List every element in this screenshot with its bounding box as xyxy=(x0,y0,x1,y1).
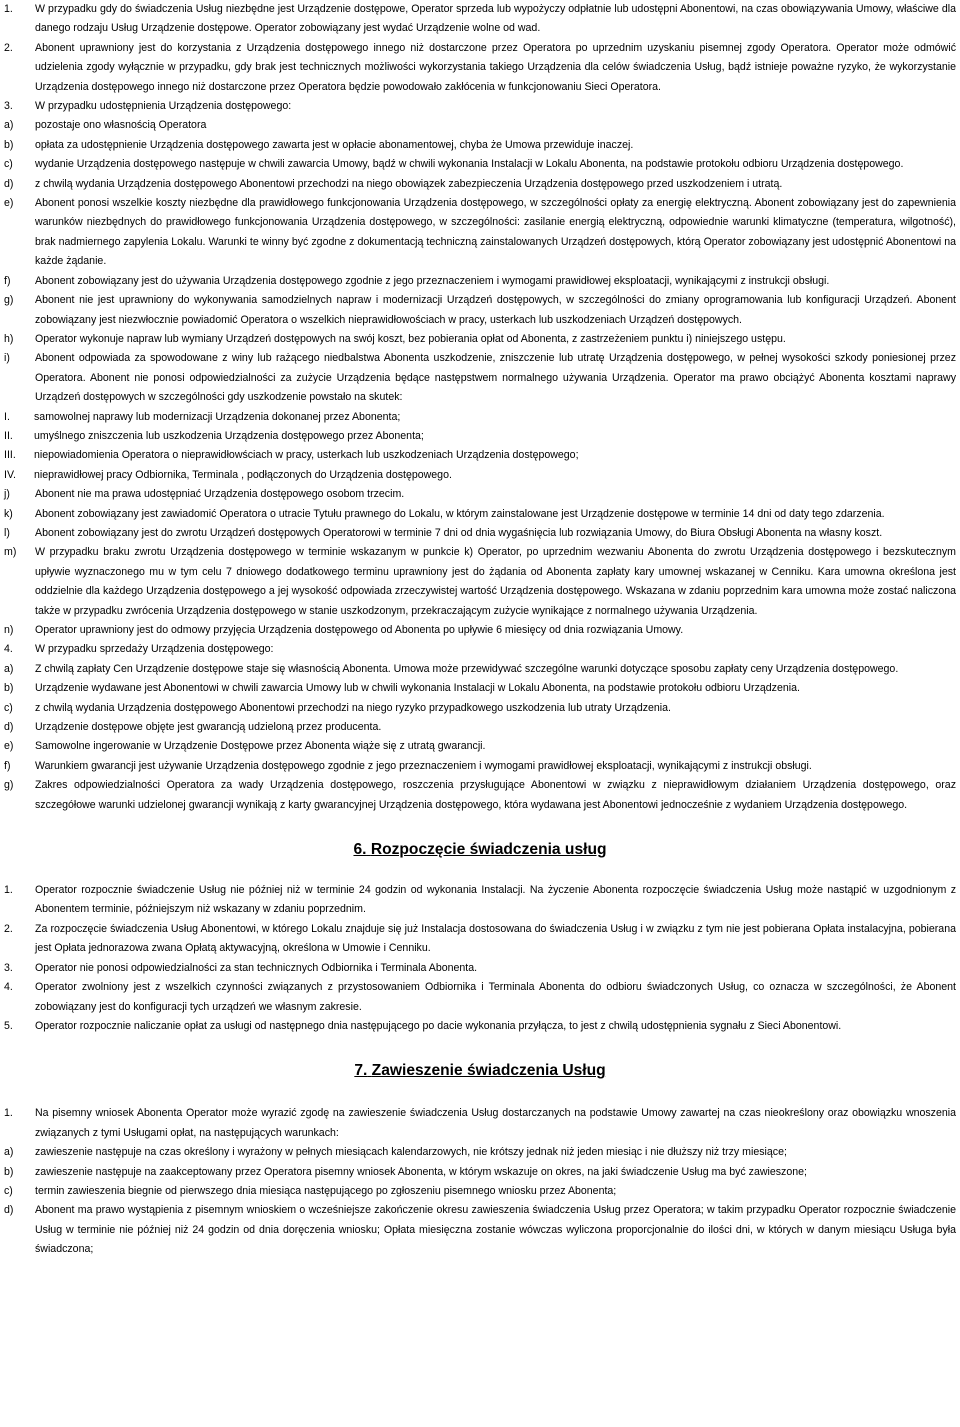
list-item-text: Abonent zobowiązany jest zawiadomić Operatora o utracie Tytułu prawnego do Lokalu, w którym zainstalowane jest Urządzenie dostępowe w terminie 14 dni od daty tego zdarzenia. xyxy=(35,507,885,520)
list-item-label: 2. xyxy=(4,41,13,54)
list-item xyxy=(4,272,956,291)
section-6-number: 6. xyxy=(353,841,367,859)
list-item-label: 3. xyxy=(4,100,13,113)
list-item-label: b) xyxy=(4,1165,14,1178)
list-item-text: Operator rozpocznie świadczenie Usług nie później niż w terminie 24 godzin od wykonania Instalacji. Na życzenie Abonenta rozpoczęcie świadczenia Usług może nastąpić w uzgodnionym z Abonentem terminie, późniejszym niż wskazany w zdaniu poprzednim. xyxy=(35,884,956,916)
list-item xyxy=(4,427,956,446)
list-item-text: Samowolne ingerowanie w Urządzenie Dostępowe przez Abonenta wiąże się z utratą gwarancji. xyxy=(35,740,486,753)
list-item-text: Urządzenie wydawane jest Abonentowi w chwili zawarcia Umowy lub w chwili wykonania Instalacji w Lokalu Abonenta, na podstawie protokołu odbioru Urządzenia. xyxy=(35,682,800,695)
list-item-label: II. xyxy=(4,429,13,442)
list-item-label: 5. xyxy=(4,1019,13,1032)
list-item-label: 4. xyxy=(4,643,13,656)
list-item-text: Z chwilą zapłaty Cen Urządzenie dostępowe staje się własnością Abonenta. Umowa może przewidywać szczególne warunki dotyczące sposobu zapłaty ceny Urządzenia dostępowego. xyxy=(35,662,899,675)
list-item-label: b) xyxy=(4,138,14,151)
list-item-text: Abonent nie ma prawa udostępniać Urządzenia dostępowego osobom trzecim. xyxy=(35,488,405,501)
section-7-number: 7. xyxy=(354,1062,368,1080)
list-item xyxy=(4,718,956,737)
list-item xyxy=(4,978,956,1017)
section-7-list xyxy=(4,1104,956,1259)
section-6-list xyxy=(4,881,956,1036)
list-item xyxy=(4,1017,956,1036)
list-item-text: Abonent zobowiązany jest do zwrotu Urządzeń dostępowych Operatorowi w terminie 7 dni od dnia wygaśnięcia lub rozwiązania Umowy, do Biura Obsługi Abonenta na własny koszt. xyxy=(35,526,883,539)
list-item-label: III. xyxy=(4,449,16,462)
list-item xyxy=(4,194,956,272)
list-item xyxy=(4,408,956,427)
list-item-text: niepowiadomienia Operatora o nieprawidłowściach w pracy, usterkach lub uszkodzeniach Urządzenia dostępowego; xyxy=(34,449,579,462)
list-item xyxy=(4,757,956,776)
list-item xyxy=(4,1182,956,1201)
list-item-text: W przypadku gdy do świadczenia Usług niezbędne jest Urządzenie dostępowe, Operator sprzeda lub wypożyczy odpłatnie lub udostępni Abonentowi, na czas obowiązywania Umowy, właściwe dla danego rodzaju Usług Urządzenie dostępowe. Operator zobowiązany jest wydać Urządzenie wolne od wad. xyxy=(35,3,956,35)
list-item-text: W przypadku braku zwrotu Urządzenia dostępowego w terminie wskazanym w punkcie k) Operator, po uprzednim wezwaniu Abonenta do zwrotu Urządzenia dostępowego i bezskutecznym upływie wyznaczonego mu w tym celu 7 dniowego dodatkowego terminu uprawniony jest do żądania od Abonenta zapłaty kary umownej wskazanej w Cenniku. Kara umowna określona jest oddzielnie dla każdego Urządzenia dostępowego a jej wysokość odpowiada zrzeczywistej wartość Urządzenia dostępowego. Wskazana w zdaniu poprzednim kara umowna może zostać naliczona także w przypadku zwrócenia Urządzenia dostępowego w stanie uszkodzonym, przekraczającym zużycie wynikające z normalnego używania Urządzenia. xyxy=(35,546,956,617)
list-item xyxy=(4,543,956,621)
list-item-label: 1. xyxy=(4,3,13,15)
list-item-text: Za rozpoczęcie świadczenia Usług Abonentowi, w którego Lokalu znajduje się już Instalacja dostosowana do świadczenia Usług i w związku z tym nie jest pobierana Opłata instalacyjna, pobierana jest Opłata jednorazowa zwana Opłatą aktywacyjną, określona w Umowie i Cenniku. xyxy=(35,922,956,955)
list-item-label: 4. xyxy=(4,981,13,994)
list-item-text: Operator zwolniony jest z wszelkich czynności związanych z przystosowaniem Odbiornika i Terminala Abonenta do odbioru świadczonych Usług, co oznacza w szczególności, że Abonent zobowiązany jest do konfiguracji tych urządzeń we własnym zakresie. xyxy=(35,981,956,1013)
list-item xyxy=(4,660,956,679)
list-item-text: W przypadku sprzedaży Urządzenia dostępowego: xyxy=(35,643,274,656)
list-item-label: g) xyxy=(4,779,14,792)
list-item-text: termin zawieszenia biegnie od pierwszego dnia miesiąca następującego po zgłoszeniu pisemnego wniosku przez Abonenta; xyxy=(35,1184,617,1197)
list-item-label: f) xyxy=(4,759,11,772)
list-item-text: Abonent ma prawo wystąpienia z pisemnym wnioskiem o wcześniejsze zakończenie okresu zawieszenia świadczenia Usług przez Operatora; w takim przypadku Operator rozpocznie świadczenie Usług w terminie nie później niż 24 godzin od dnia doręczenia wniosku; Opłata miesięczna zostanie wówczas wyliczona proporcjonalnie do ilości dni, w których w danym miesiącu Usługa była świadczona; xyxy=(35,1204,956,1256)
list-item-label: i) xyxy=(4,352,10,365)
list-item-text: Na pisemny wniosek Abonenta Operator może wyrazić zgodę na zawieszenie świadczenia Usług dostarczanych na podstawie Umowy zawartej na czas nieokreślony oraz obowiązku wnoszenia związanych z tymi Usługami opłat, na następujących warunkach: xyxy=(35,1107,956,1139)
list-item xyxy=(4,136,956,155)
list-item-label: k) xyxy=(4,507,13,520)
section-7-heading xyxy=(4,1061,956,1081)
list-item xyxy=(4,699,956,718)
list-item-label: f) xyxy=(4,274,11,287)
list-item xyxy=(4,881,956,920)
list-item xyxy=(4,116,956,135)
list-item-label: l) xyxy=(4,526,10,539)
list-item-text: Warunkiem gwarancji jest używanie Urządzenia dostępowego zgodnie z jego przeznaczeniem i wymogami prawidłowej eksploatacji, wynikającymi z instrukcji obsługi. xyxy=(35,759,812,772)
list-item xyxy=(4,0,956,39)
list-item-text: Abonent odpowiada za spowodowane z winy lub rażącego niedbalstwa Abonenta uszkodzenie, zniszczenie lub utratę Urządzenia dostępowego, w pełnej wysokości szkody poniesionej przez Operatora. Abonent nie ponosi odpowiedzialności za zużycie Urządzenia będące następstwem normalnego używania Urządzenia. Operator ma prawo obciążyć Abonenta kosztami naprawy Urządzeń dostępowych w szczególności gdy uszkodzenie powstało na skutek: xyxy=(35,352,956,404)
list-item-label: IV. xyxy=(4,468,16,481)
list-item-text: Abonent nie jest uprawniony do wykonywania samodzielnych napraw i modernizacji Urządzeń dostępowych, w szczególności do zmiany oprogramowania lub konfiguracji Urządzeń. Abonent zobowiązany jest niezwłocznie powiadomić Operatora o wszelkich nieprawidłowościach w pracy, usterkach lub uszkodzeniach Urządzeń dostępowych. xyxy=(35,294,956,326)
list-item xyxy=(4,959,956,978)
list-item xyxy=(4,330,956,349)
list-item xyxy=(4,466,956,485)
list-item-text: Operator wykonuje napraw lub wymiany Urządzeń dostępowych na swój koszt, bez pobierania opłat od Abonenta, z zastrzeżeniem punktu i) niniejszego ustępu. xyxy=(35,332,786,345)
list-item xyxy=(4,155,956,174)
list-item-label: b) xyxy=(4,682,14,695)
list-item-label: a) xyxy=(4,662,14,675)
list-item-text: Abonent ponosi wszelkie koszty niezbędne dla prawidłowego funkcjonowania Urządzenia dostępowego, w szczególności opłaty za energię elektryczną. Abonent zobowiązany jest do zapewnienia warunków niezbędnych do prawidłowego funkcjonowania Urządzenia dostępowego, w szczególności: zasilanie energią elektryczną, odpowiednie warunki klimatyczne (temperatura, wilgotność), brak nadmiernego zapylenia Lokalu. Warunki te winny być zgodne z dokumentacją techniczną zainstalowanych Urządzeń dostępowych, którą Operator zobowiązany jest udostępnić Abonentowi na każde żądanie. xyxy=(35,197,956,268)
list-item xyxy=(4,97,956,116)
list-item-label: n) xyxy=(4,624,14,636)
list-item-text: nieprawidłowej pracy Odbiornika, Terminala , podłączonych do Urządzenia dostępowego. xyxy=(34,468,452,481)
list-item xyxy=(4,1143,956,1162)
list-item-label: a) xyxy=(4,119,14,132)
list-item-label: I. xyxy=(4,410,10,423)
list-item-label: e) xyxy=(4,197,14,210)
list-item-text: wydanie Urządzenia dostępowego następuje w chwili zawarcia Umowy, bądź w chwili wykonania Instalacji w Lokalu Abonenta, na podstawie protokołu odbioru Urządzenia dostępowego. xyxy=(35,158,904,171)
list-item-label: e) xyxy=(4,740,14,753)
section-6-title: Rozpoczęcie świadczenia usług xyxy=(370,841,607,859)
list-item xyxy=(4,737,956,756)
section-5-list xyxy=(4,0,956,815)
list-item-label: d) xyxy=(4,177,14,190)
list-item-label: 2. xyxy=(4,922,13,935)
list-item-label: a) xyxy=(4,1146,14,1159)
section-7-title: Zawieszenie świadczenia Usług xyxy=(371,1062,606,1080)
list-item-label: d) xyxy=(4,1204,14,1217)
list-item-label: d) xyxy=(4,721,14,734)
list-item xyxy=(4,39,956,97)
list-item-text: W przypadku udostępnienia Urządzenia dostępowego: xyxy=(35,100,292,113)
list-item-text: Operator rozpocznie naliczanie opłat za usługi od następnego dnia następującego po dacie wykonania przyłącza, to jest z chwilą udostępnienia sygnału z Sieci Abonentowi. xyxy=(35,1019,842,1032)
list-item xyxy=(4,640,956,659)
list-item-label: h) xyxy=(4,332,14,345)
list-item-label: m) xyxy=(4,546,17,559)
list-item-text: Operator uprawniony jest do odmowy przyjęcia Urządzenia dostępowego od Abonenta po upływie 6 miesięcy od dnia rozwiązania Umowy. xyxy=(35,624,684,636)
list-item-text: zawieszenie następuje na zaakceptowany przez Operatora pisemny wniosek Abonenta, w którym wskazuje on okres, na jaki świadczenie Usług ma być zawieszone; xyxy=(35,1165,807,1178)
list-item-text: umyślnego zniszczenia lub uszkodzenia Urządzenia dostępowego przez Abonenta; xyxy=(34,429,424,442)
list-item-text: opłata za udostępnienie Urządzenia dostępowego zawarta jest w opłacie abonamentowej, chyba że Umowa przewiduje inaczej. xyxy=(35,138,634,151)
list-item xyxy=(4,446,956,465)
list-item xyxy=(4,920,956,959)
list-item-text: Zakres odpowiedzialności Operatora za wady Urządzenia dostępowego, roszczenia przysługujące Abonentowi w związku z nieprawidłowym działaniem Urządzenia dostępowego, oraz szczegółowe warunki udzielonej gwarancji wynikają z karty gwarancyjnej Urządzenia dostępowego, która wydawana jest Abonentowi jednocześnie z wydaniem Urządzenia dostępowego. xyxy=(35,779,956,811)
list-item-text: Operator nie ponosi odpowiedzialności za stan technicznych Odbiornika i Terminala Abonenta. xyxy=(35,961,478,974)
list-item-label: 3. xyxy=(4,961,13,974)
list-item-text: samowolnej naprawy lub modernizacji Urządzenia dokonanej przez Abonenta; xyxy=(34,410,401,423)
list-item xyxy=(4,175,956,194)
list-item-text: zawieszenie następuje na czas określony i wyrażony w pełnych miesiącach kalendarzowych, nie krótszy jednak niż jeden miesiąc i nie dłuższy niż trzy miesiące; xyxy=(35,1146,787,1159)
list-item xyxy=(4,1104,956,1143)
list-item xyxy=(4,776,956,815)
list-item xyxy=(4,524,956,543)
list-item-text: pozostaje ono własnością Operatora xyxy=(35,119,207,132)
list-item xyxy=(4,505,956,524)
list-item-text: Abonent zobowiązany jest do używania Urządzenia dostępowego zgodnie z jego przeznaczeniem i wymogami prawidłowej eksploatacji, wynikającymi z instrukcji obsługi. xyxy=(35,274,830,287)
list-item-text: z chwilą wydania Urządzenia dostępowego Abonentowi przechodzi na niego ryzyko przypadkowego uszkodzenia lub utraty Urządzenia. xyxy=(35,701,671,714)
list-item-label: 1. xyxy=(4,884,13,897)
list-item xyxy=(4,679,956,698)
list-item xyxy=(4,485,956,504)
list-item-label: g) xyxy=(4,294,14,307)
list-item-text: z chwilą wydania Urządzenia dostępowego Abonentowi przechodzi na niego obowiązek zabezpieczenia Urządzenia dostępowego przed uszkodzeniem i utratą. xyxy=(35,177,783,190)
list-item-label: c) xyxy=(4,1184,13,1197)
list-item xyxy=(4,291,956,330)
list-item xyxy=(4,349,956,407)
list-item-label: 1. xyxy=(4,1107,13,1120)
list-item-label: j) xyxy=(4,488,10,501)
list-item-text: Urządzenie dostępowe objęte jest gwarancją udzieloną przez producenta. xyxy=(35,721,382,734)
list-item-label: c) xyxy=(4,701,13,714)
list-item-label: c) xyxy=(4,158,13,171)
section-6-heading xyxy=(4,840,956,860)
list-item-text: Abonent uprawniony jest do korzystania z Urządzenia dostępowego innego niż dostarczone przez Operatora po uprzednim uzyskaniu pisemnej zgody Operatora. Operator może odmówić udzielenia zgody wyłącznie w przypadku, gdy brak jest technicznych możliwości wykorzystania takiego Urządzenia dla celów świadczenia Usług, bądź istnieje poważne ryzyko, że wykorzystanie Urządzenia dostępowego innego niż dostarczone przez Operatora będzie powodowało zakłócenia w funkcjonowaniu Sieci Operatora. xyxy=(35,41,956,93)
list-item xyxy=(4,621,956,640)
list-item xyxy=(4,1163,956,1182)
list-item xyxy=(4,1201,956,1259)
